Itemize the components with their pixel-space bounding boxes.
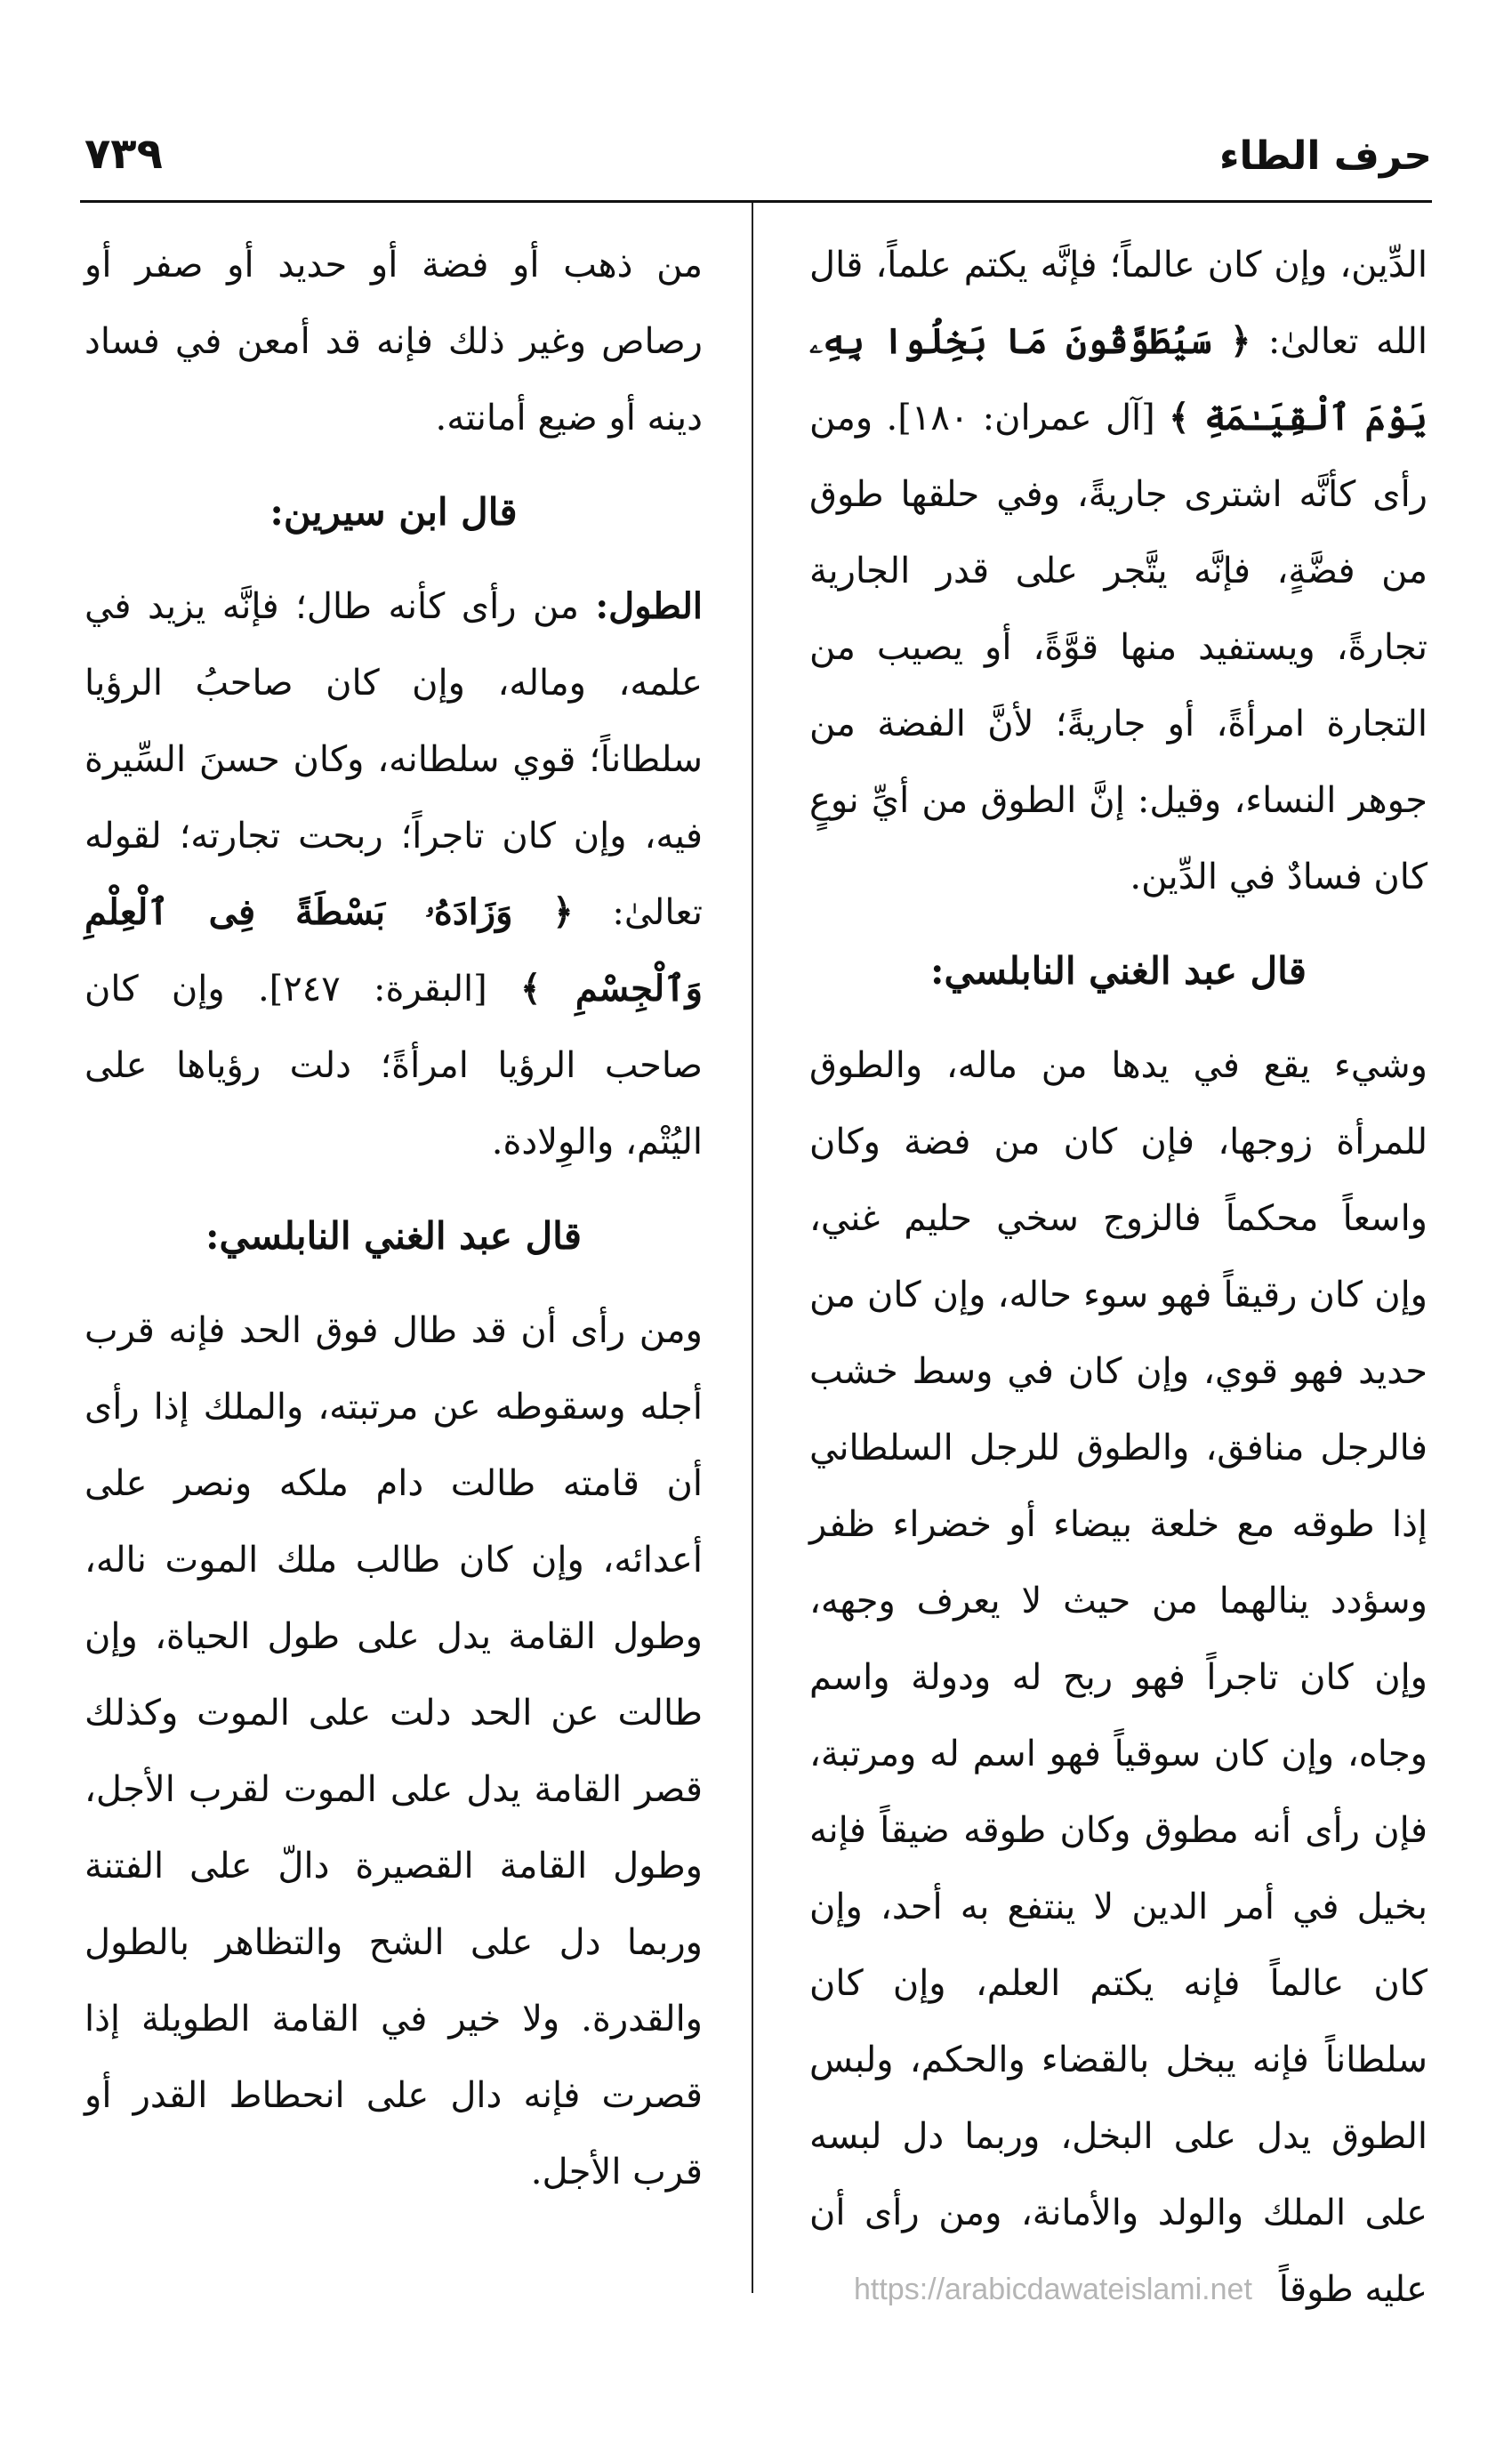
section-heading: قال عبد الغني النابلسي: — [930, 949, 1307, 993]
paragraph — [809, 227, 1428, 915]
paragraph: من ذهب أو فضة أو حديد أو صفر أو رصاص وغير ذلك فإنه قد أمعن في فساد دينه أو ضيع أمانته. — [84, 245, 703, 439]
paragraph-text: [آل عمران: ١٨٠]. ومن رأى كأنَّه اشترى جاريةً، وفي حلقها طوق من فضَّةٍ، فإنَّه يتَّجر على قدر الجارية تجارةً، ويستفيد منها قوَّةً، أو يصيب من التجارة امرأةً، أو جاريةً؛ لأنَّ الفضة من جوهر النساء، وقيل: إنَّ الطوق من أيِّ نوعٍ كان فسادٌ في الدِّين. — [809, 398, 1428, 897]
section-heading: قال ابن سيرين: — [269, 490, 518, 534]
paragraph-text: [البقرة: ٢٤٧]. وإن كان صاحب الرؤيا امرأةً؛ دلت رؤياها على اليُتْم، والوِلادة. — [84, 969, 703, 1163]
paragraph — [84, 568, 703, 1180]
quran-verse: ﴿ وَزَادَهُۥ بَسْطَةً فِى ٱلْعِلْمِ وَٱلْجِسْمِ ﴾ — [84, 891, 703, 1010]
column-divider — [752, 203, 753, 2293]
header-divider — [80, 200, 1432, 203]
quran-verse: ﴿ سَيُطَوَّقُونَ مَا بَخِلُوا بِهِۦ يَوْمَ ٱلْقِيَـٰمَةِ ﴾ — [809, 320, 1428, 439]
paragraph-text: من رأى كأنه طال؛ فإنَّه يزيد في علمه، وماله، وإن كان صاحبُ الرؤيا سلطاناً؛ قوي سلطانه، وكان حسنَ السِّيرة فيه، وإن كان تاجراً؛ ربحت تجارته؛ لقوله تعالىٰ: — [84, 586, 703, 933]
paragraph: ومن رأى أن قد طال فوق الحد فإنه قرب أجله وسقوطه عن مرتبته، والملك إذا رأى أن قامته طالت دام ملكه ونصر على أعدائه، وإن كان طالب ملك الموت ناله، وطول القامة يدل على طول الحياة، وإن طالت عن الحد دلت على الموت وكذلك قصر القامة يدل على الموت لقرب الأجل، وطول القامة القصيرة دالّ على الفتنة وربما دل على الشح والتظاهر بالطول والقدرة. ولا خير في القامة الطويلة إذا قصرت فإنه دال على انحطاط القدر أو قرب الأجل. — [84, 1310, 703, 2193]
watermark-url: https://arabicdawateislami.net — [854, 2273, 1252, 2306]
section-heading: قال عبد الغني النابلسي: — [205, 1214, 582, 1258]
left-column — [84, 227, 703, 2210]
page-header-title: حرف الطاء — [1219, 133, 1432, 179]
right-column — [809, 227, 1428, 2328]
paragraph: وشيء يقع في يدها من ماله، والطوق للمرأة زوجها، فإن كان من فضة وكان واسعاً محكماً فالزوج سخي حليم غني، وإن كان رقيقاً فهو سوء حاله، وإن كان من حديد فهو قوي، وإن كان في وسط خشب فالرجل منافق، والطوق للرجل السلطاني إذا طوقه مع خلعة بيضاء أو خضراء ظفر وسؤدد ينالهما من حيث لا يعرف وجهه، وإن كان تاجراً فهو ربح له ودولة واسم وجاه، وإن كان سوقياً فهو اسم له ومرتبة، فإن رأى أنه مطوق وكان طوقه ضيقاً فإنه بخيل في أمر الدين لا ينتفع به أحد، وإن كان عالماً فإنه يكتم العلم، وإن كان سلطاناً فإنه يبخل بالقضاء والحكم، ولبس الطوق يدل على البخل، وربما دل لبسه على الملك والولد والأمانة، ومن رأى أن عليه طوقاً — [809, 1045, 1428, 2310]
page-number: ٧٣٩ — [84, 129, 163, 179]
paragraph-text: الدِّين، وإن كان عالماً؛ فإنَّه يكتم علماً، قال الله تعالىٰ: — [809, 245, 1428, 362]
entry-keyword: الطول: — [595, 585, 703, 627]
